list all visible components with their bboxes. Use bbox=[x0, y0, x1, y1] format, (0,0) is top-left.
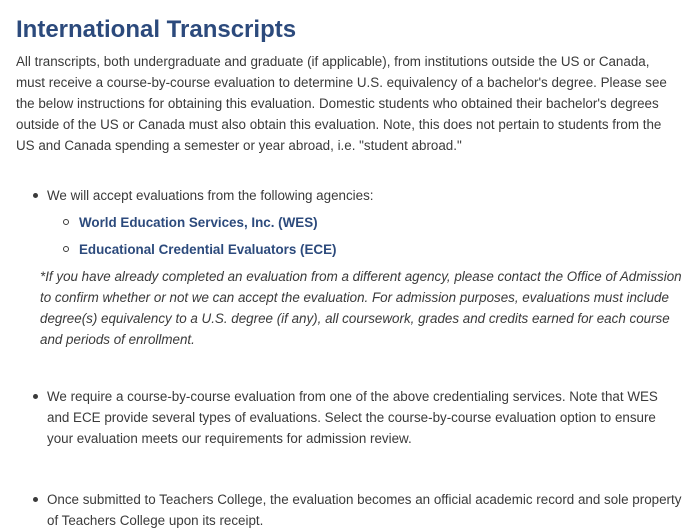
agency-item-ece bbox=[47, 239, 682, 260]
circle-bullet-icon bbox=[63, 246, 69, 252]
list-item-text: We will accept evaluations from the following agencies: bbox=[47, 188, 374, 203]
ece-link[interactable]: Educational Credential Evaluators (ECE) bbox=[79, 242, 337, 257]
wes-link[interactable]: World Education Services, Inc. (WES) bbox=[79, 215, 318, 230]
bullet-icon bbox=[33, 497, 38, 502]
list-item-course-evaluation bbox=[16, 386, 682, 449]
requirements-list bbox=[16, 185, 692, 260]
list-item-text: We require a course-by-course evaluation from one of the above credentialing services. Note that WES and ECE provide several types of evaluations. Select the course-by-course evaluation option to ensure your evaluation meets our requirements for admission review. bbox=[47, 389, 658, 446]
agency-item-wes bbox=[47, 212, 682, 233]
intro-paragraph: All transcripts, both undergraduate and graduate (if applicable), from institutions outside the US or Canada, must receive a course-by-course evaluation to determine U.S. equivalency of a bachelor's degree. Please see the below instructions for obtaining this evaluation. Domestic students who obtained their bachelor's degrees outside of the US or Canada must also obtain this evaluation. Note, this does not pertain to students from the US and Canada spending a semester or year abroad, i.e. "student abroad." bbox=[16, 54, 667, 153]
list-item-agencies bbox=[16, 185, 682, 260]
bullet-icon bbox=[33, 394, 38, 399]
circle-bullet-icon bbox=[63, 219, 69, 225]
bullet-icon bbox=[33, 193, 38, 198]
requirements-list-continued bbox=[16, 386, 692, 531]
page-title: International Transcripts bbox=[16, 16, 297, 43]
agency-list bbox=[47, 212, 682, 260]
list-item-official-record bbox=[16, 489, 682, 531]
agency-note: *If you have already completed an evaluation from a different agency, please contact the Office of Admission to confirm whether or not we can accept the evaluation. For admission purposes, evaluations must include degree(s) equivalency to a U.S. degree (if any), all coursework, grades and credits earned for each course and periods of enrollment. bbox=[40, 269, 682, 347]
list-item-text: Once submitted to Teachers College, the evaluation becomes an official academic record and sole property of Teachers College upon its receipt. bbox=[47, 492, 682, 528]
